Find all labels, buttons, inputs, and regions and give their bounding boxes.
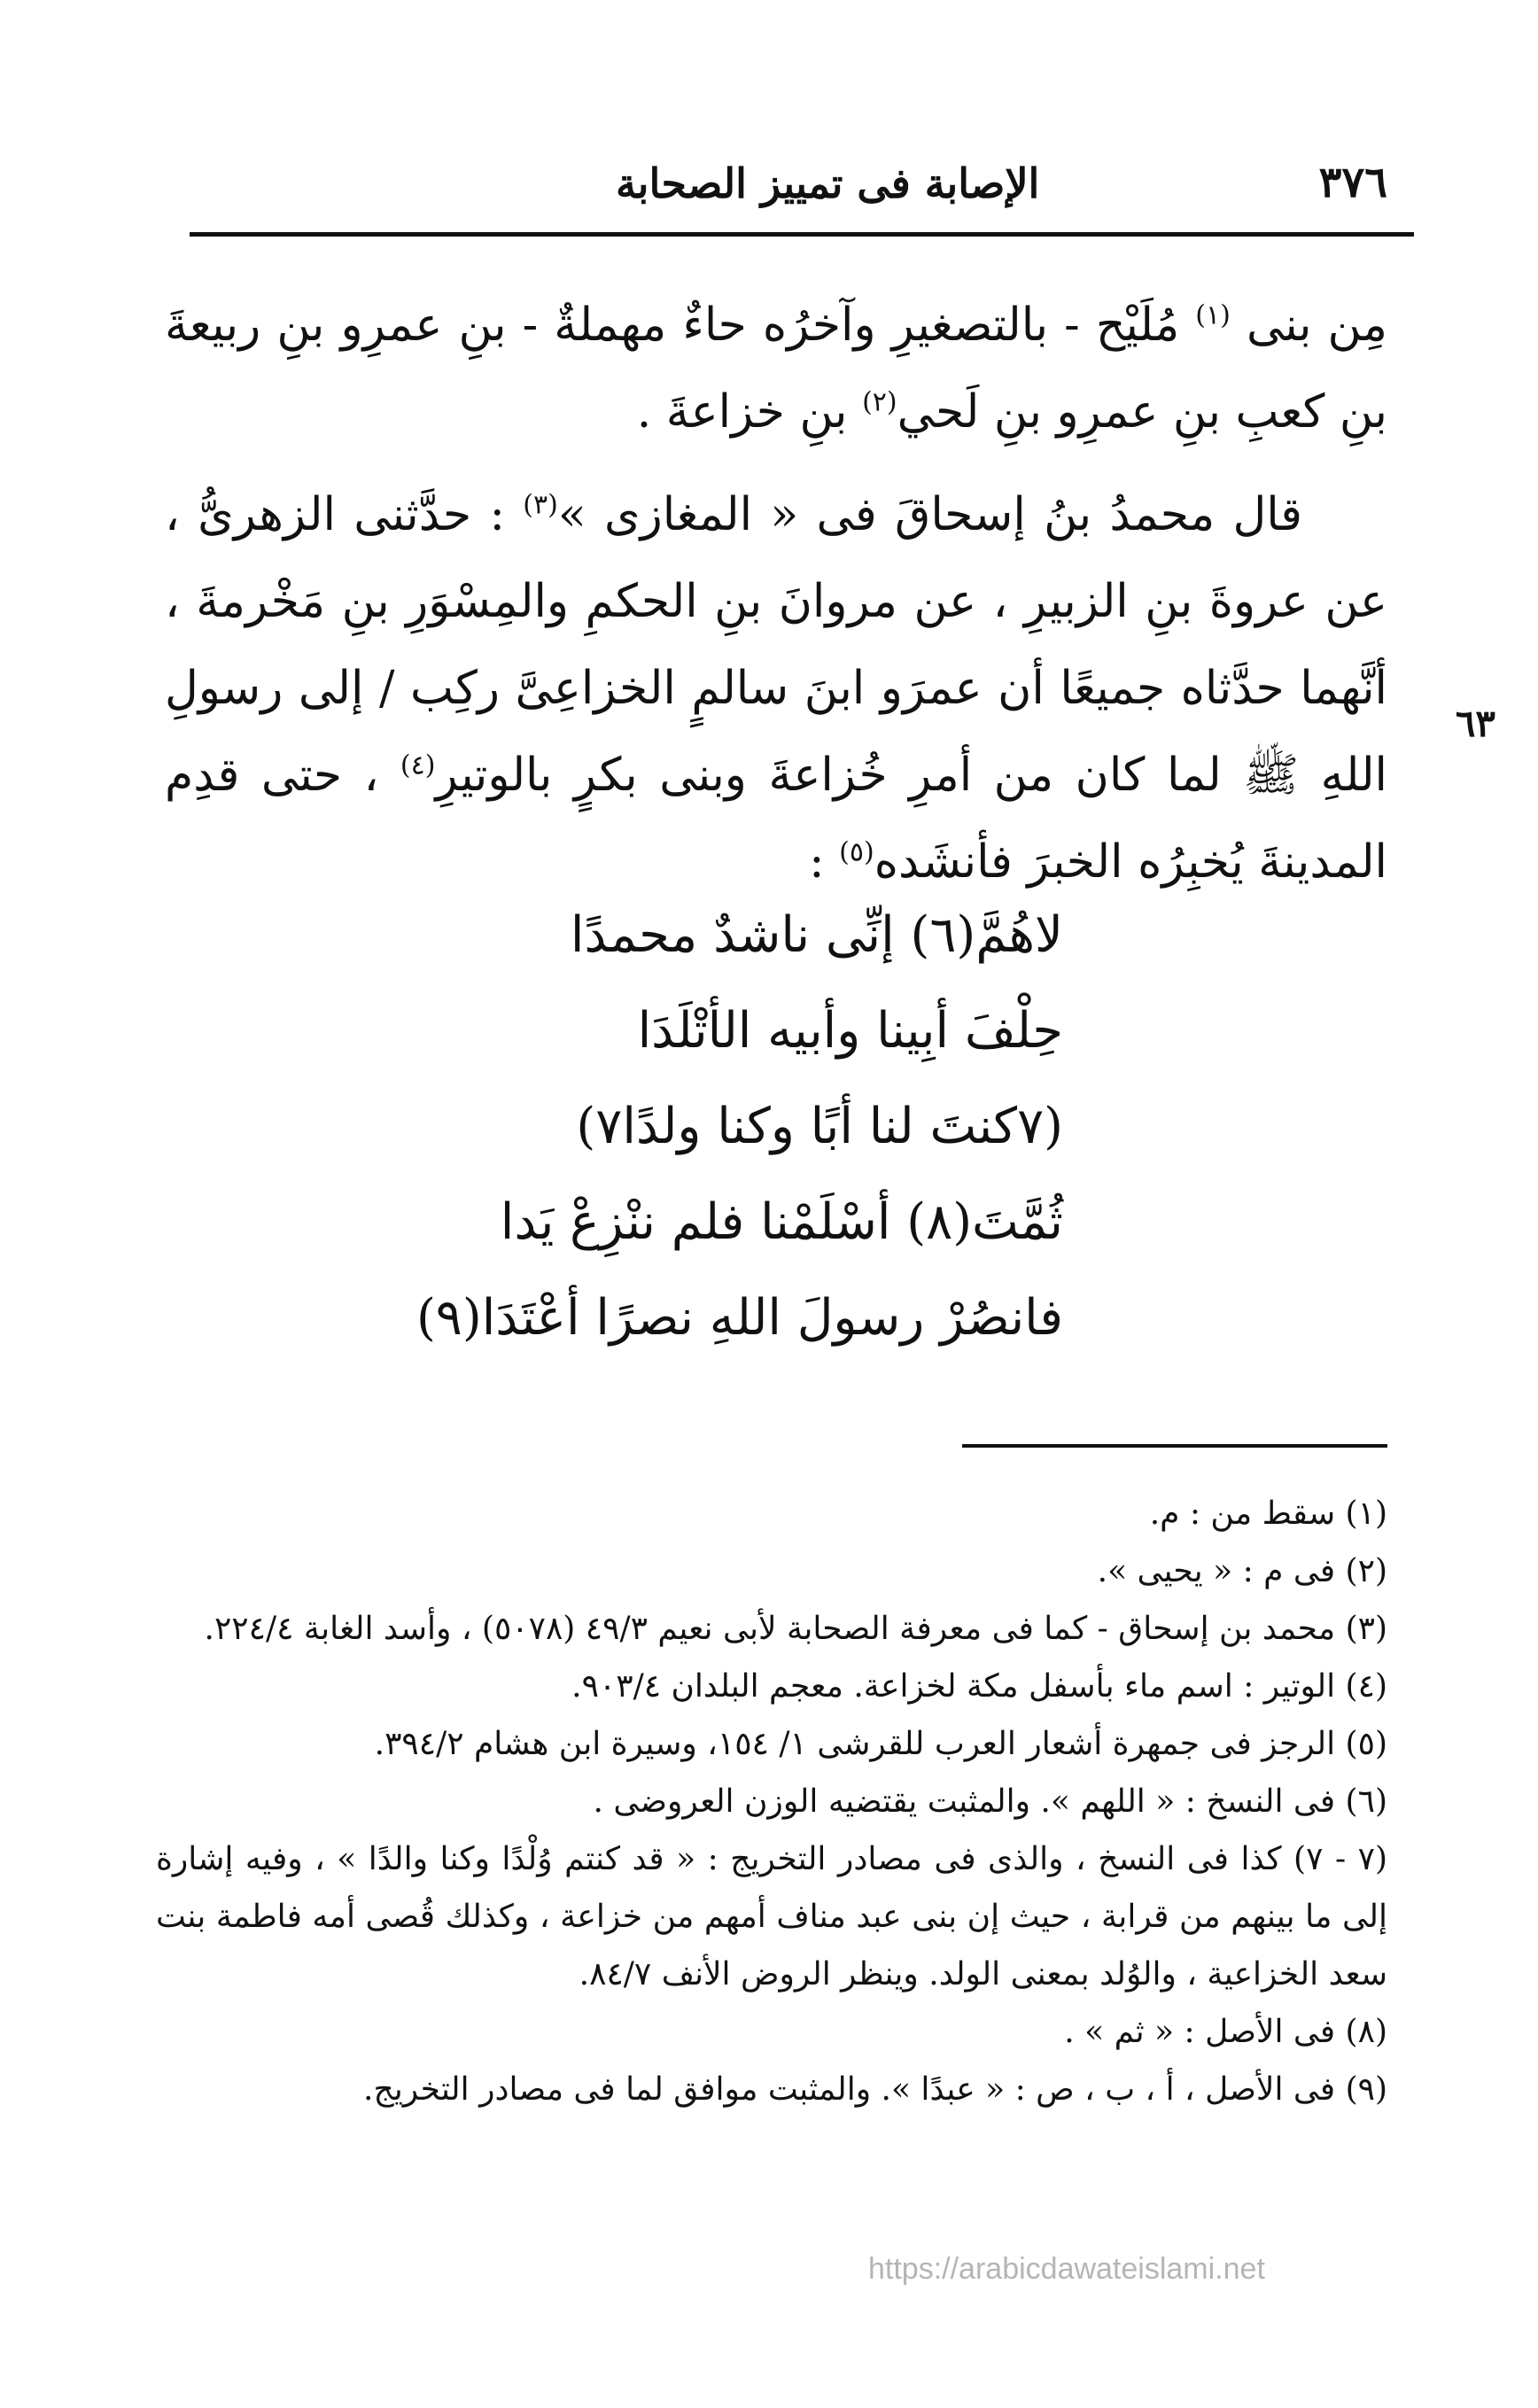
footnote: (٨) فى الأصل : « ثم » . [1064,2014,1387,2050]
footnote-ref-1: (١) [1195,299,1231,331]
footnote: (٦) فى النسخ : « اللهم ». والمثبت يقتضيه الوزن العروضى . [593,1783,1387,1820]
footnote: (٤) الوتير : اسم ماء بأسفل مكة لخزاعة. معجم البلدان ٩٠٣/٤. [571,1668,1387,1705]
footnote-ref-2: (٢) [862,386,897,418]
text-segment: مُلَيْح - بالتصغيرِ وآخرُه حاءٌ مهملةٌ - بنِ عمرِو بنِ ربيعةَ بنِ كعبِ بنِ عمرِو بنِ لَحي [165,299,1387,439]
text-segment: مِن بنى [1230,299,1387,352]
page-number: ٣٧٦ [1318,158,1387,207]
poem-line: حِلْفَ أبِينا وأبيه الأتْلَدَا [637,1002,1063,1060]
text-segment: : [809,835,840,889]
footnote-rule [962,1444,1387,1448]
footnote-ref-3: (٣) [523,489,558,521]
text-segment: ، حتى قدِم المدينةَ يُخبِرُه الخبرَ فأنشَده [165,749,1387,889]
poem-line: لاهُمَّ(٦) إنِّى ناشدٌ محمدًا [570,906,1063,964]
footnote-ref-5: (٥) [839,836,874,868]
paragraph-1 [165,282,1387,455]
poem-line: فانصُرْ رسولَ اللهِ نصرًا أعْتَدَا(٩) [416,1289,1063,1347]
watermark: https://arabicdawateislami.net [868,2252,1265,2286]
footnote-ref-4: (٤) [400,750,436,781]
footnote: (٧ - ٧) كذا فى النسخ ، والذى فى مصادر التخريج : « قد كنتم وُلْدًا وكنا والدًا » ، وفيه إشارة إلى ما بينهم من قرابة ، حيث إن بنى عبد مناف أمهم من خزاعة ، وكذلك قُصى أمه فاطمة بنت سعد الخزاعية ، والوُلد بمعنى الولد. وينظر الروض الأنف ٨٤/٧. [156,1841,1387,1992]
footnote: (١) سقط من : م. [1149,1495,1387,1532]
poem-line: ثُمَّتَ(٨) أسْلَمْنا فلم ننْزِعْ يَدا [500,1193,1063,1251]
margin-page-number: ٦٣ [1455,702,1495,745]
header-rule [190,232,1414,237]
running-title: الإصابة فى تمييز الصحابة [616,159,1040,207]
poem [416,888,1063,1366]
footnotes [156,1485,1387,2118]
text-segment: قال محمدُ بنُ إسحاقَ فى « المغازى » [557,488,1303,541]
paragraph-2 [165,471,1387,905]
footnote: (٢) فى م : « يحيى ». [1097,1553,1387,1589]
poem-line: (٧كنتَ لنا أبًا وكنا ولدًا٧) [576,1098,1063,1155]
footnote: (٥) الرجز فى جمهرة أشعار العرب للقرشى ١/ ١٥٤، وسيرة ابن هشام ٣٩٤/٢. [374,1726,1387,1762]
text-segment: : حدَّثنى الزهرىُّ ، عن عروةَ بنِ الزبيرِ ، عن مروانَ بنِ الحكمِ والمِسْوَرِ بنِ مَخْرمةَ ، أنَّهما حدَّثاه جميعًا أن عمرَو ابنَ سالمٍ الخزاعِىَّ ركِب / إلى رسولِ اللهِ ﷺ لما كان من أمرِ خُزاعةَ وبنى بكرٍ بالوتيرِ [165,488,1387,802]
text-segment: بنِ خزاعةَ . [636,385,863,439]
footnote: (٣) محمد بن إسحاق - كما فى معرفة الصحابة لأبى نعيم ٤٩/٣ (٥٠٧٨) ، وأسد الغابة ٢٢٤/٤. [204,1611,1387,1647]
footnote: (٩) فى الأصل ، أ ، ب ، ص : « عبدًا ». والمثبت موافق لما فى مصادر التخريج. [363,2071,1387,2108]
body-text [165,282,1387,921]
